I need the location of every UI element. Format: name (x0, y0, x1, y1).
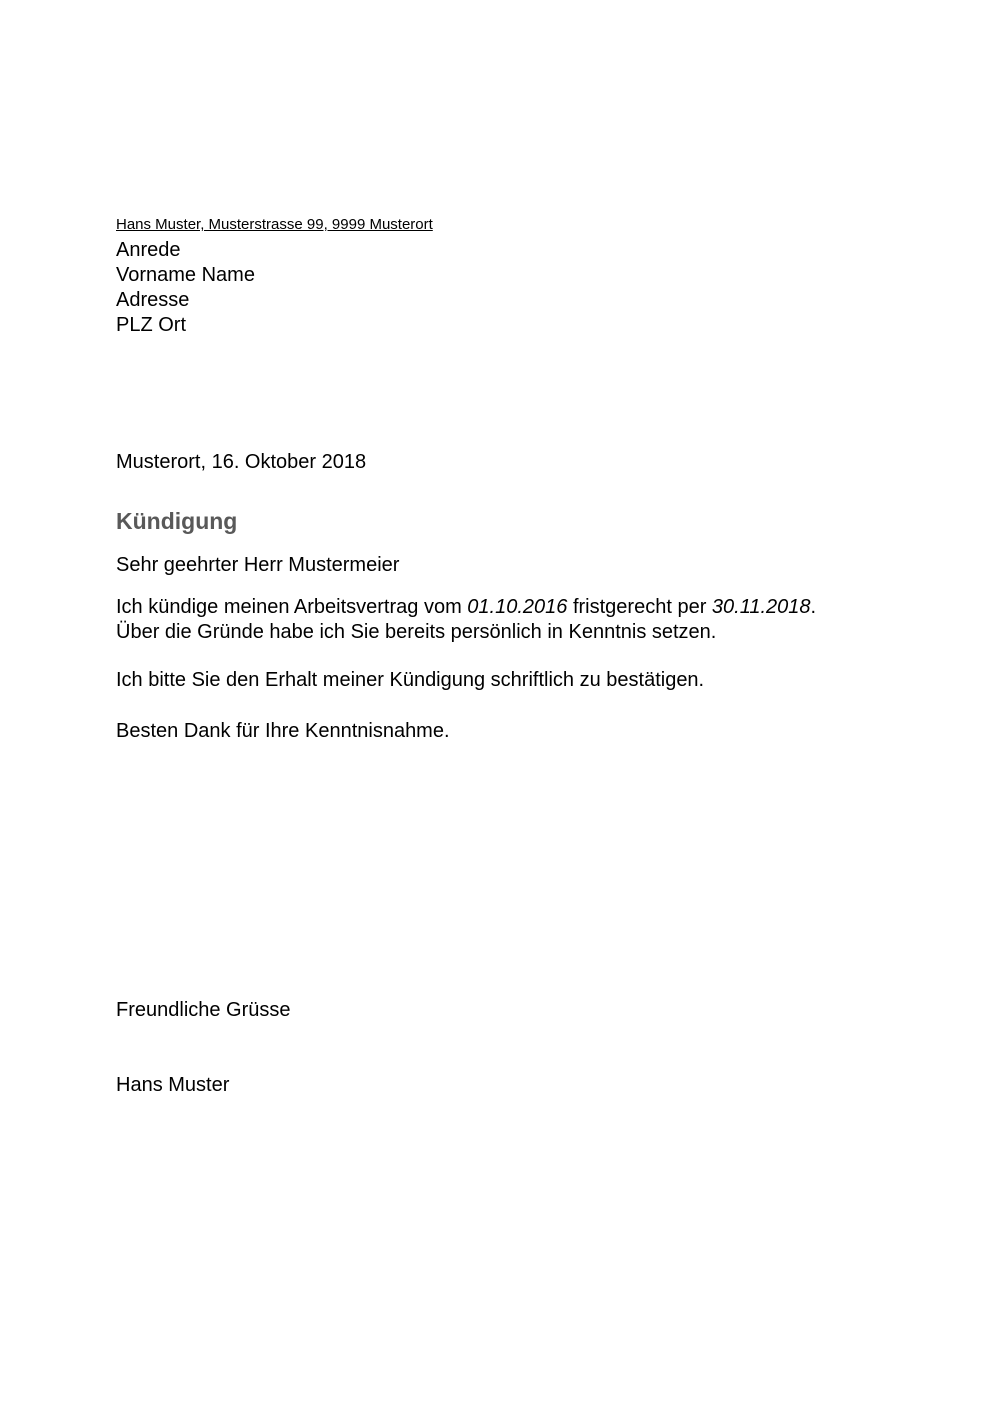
sender-line: Hans Muster, Musterstrasse 99, 9999 Musterort (116, 216, 433, 233)
recipient-block (116, 238, 255, 338)
body-paragraph-1 (116, 595, 816, 645)
termination-date: 30.11.2018 (711, 596, 811, 618)
date-line: Musterort, 16. Oktober 2018 (116, 451, 367, 473)
salutation: Sehr geehrter Herr Mustermeier (116, 554, 400, 576)
contract-start-date: 01.10.2016 (467, 596, 568, 618)
closing: Freundliche Grüsse (116, 999, 291, 1021)
signature-name: Hans Muster (116, 1074, 230, 1096)
paragraph-1-line-2: Über die Gründe habe ich Sie bereits persönlich in Kenntnis setzen. (116, 621, 717, 643)
paragraph-1-text-start: Ich kündige meinen Arbeitsvertrag vom (116, 596, 468, 618)
recipient-city-placeholder: PLZ Ort (116, 314, 187, 336)
paragraph-1-text-middle: fristgerecht per (567, 596, 712, 618)
recipient-salutation-placeholder: Anrede (116, 239, 181, 261)
paragraph-1-period: . (810, 596, 817, 618)
body-paragraph-3: Besten Dank für Ihre Kenntnisnahme. (116, 720, 450, 742)
body-paragraph-2: Ich bitte Sie den Erhalt meiner Kündigung schriftlich zu bestätigen. (116, 669, 705, 691)
subject-heading: Kündigung (116, 508, 238, 534)
recipient-address-placeholder: Adresse (116, 289, 190, 311)
recipient-name-placeholder: Vorname Name (116, 264, 255, 286)
